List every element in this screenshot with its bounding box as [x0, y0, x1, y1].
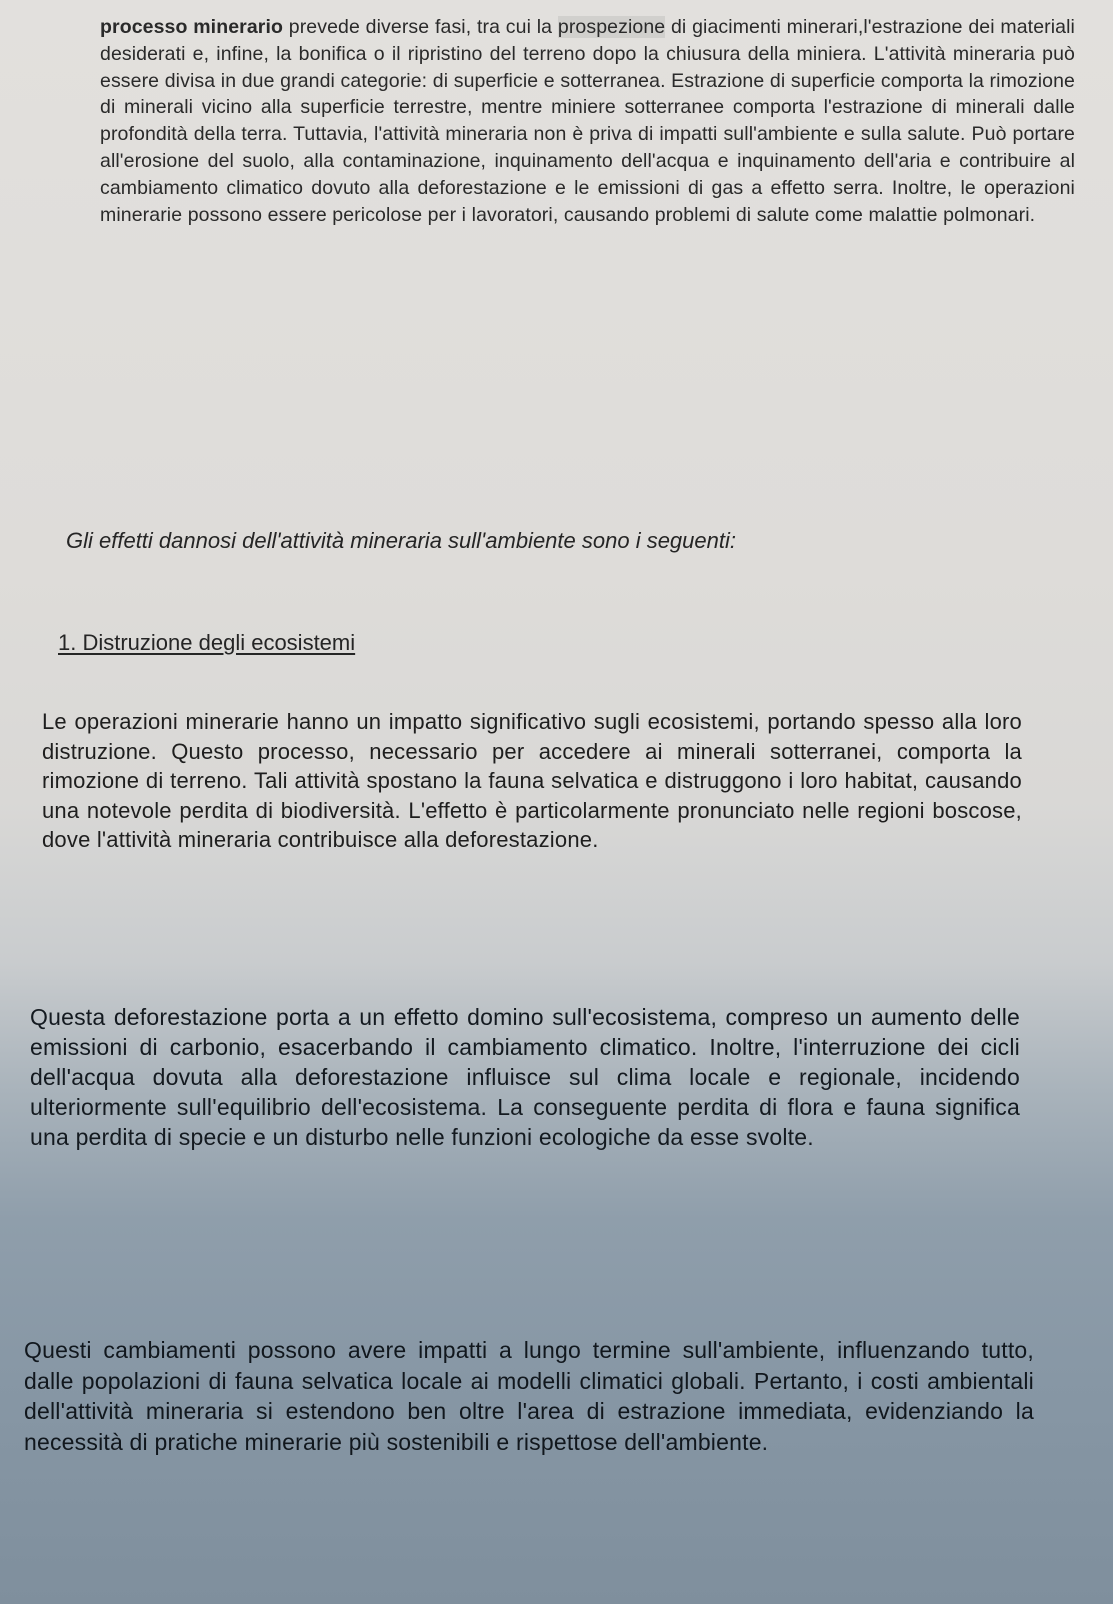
highlighted-term-prospecting: prospezione: [557, 16, 666, 38]
paragraph-long-term-impacts: Questi cambiamenti possono avere impatti a lungo termine sull'ambiente, influenzando tutto, dalle popolazioni di fauna selvatica locale ai modelli climatici globali. Pertanto, i costi ambientali dell'attività mineraria si estendono ben oltre l'area di estrazione immediata, evidenziando la necessità di pratiche minerarie più sostenibili e rispettose dell'ambiente.: [24, 1337, 1034, 1455]
paragraph-mining-process-text-b: di giacimenti minerari,l'estrazione dei materiali desiderati e, infine, la bonifica o il ripristino del terreno dopo la chiusura della miniera. L'attività mineraria può essere divisa in due grandi categorie: di superficie e sotterranea. Estrazione di superficie comporta la rimozione di minerali vicino alla superficie terrestre, mentre miniere sotterranee comporta l'estrazione di minerali dalle profondità della terra. Tuttavia, l'attività mineraria non è priva di impatti sull'ambiente e sulla salute. Può portare all'erosione del suolo, alla contaminazione, inquinamento dell'acqua e inquinamento dell'aria e contribuire al cambiamento climatico dovuto alla deforestazione e le emissioni di gas a effetto serra. Inoltre, le operazioni minerarie possono essere pericolose per i lavoratori, causando problemi di salute come malattie polmonari.: [100, 16, 1075, 226]
paragraph-mining-process: [100, 14, 1075, 228]
harmful-effects-intro: Gli effetti dannosi dell'attività mineraria sull'ambiente sono i seguenti:: [66, 528, 736, 553]
paragraph-ecosystem-destruction: Le operazioni minerarie hanno un impatto significativo sugli ecosistemi, portando spesso alla loro distruzione. Questo processo, necessario per accedere ai minerali sotterranei, comporta la rimozione di terreno. Tali attività spostano la fauna selvatica e distruggono i loro habitat, causando una notevole perdita di biodiversità. L'effetto è particolarmente pronunciato nelle regioni boscose, dove l'attività mineraria contribuisce alla deforestazione.: [42, 709, 1022, 853]
paragraph-mining-process-text-a: prevede diverse fasi, tra cui la: [283, 16, 558, 38]
term-mining-process: processo minerario: [100, 16, 284, 38]
paragraph-deforestation-effects: Questa deforestazione porta a un effetto domino sull'ecosistema, compreso un aumento delle emissioni di carbonio, esacerbando il cambiamento climatico. Inoltre, l'interruzione dei cicli dell'acqua dovuta alla deforestazione influisce sul clima locale e regionale, incidendo ulteriormente sull'equilibrio dell'ecosistema. La conseguente perdita di flora e fauna significa una perdita di specie e un disturbo nelle funzioni ecologiche da esse svolte.: [30, 1004, 1020, 1150]
section-heading-ecosystems: 1. Distruzione degli ecosistemi: [58, 630, 356, 655]
